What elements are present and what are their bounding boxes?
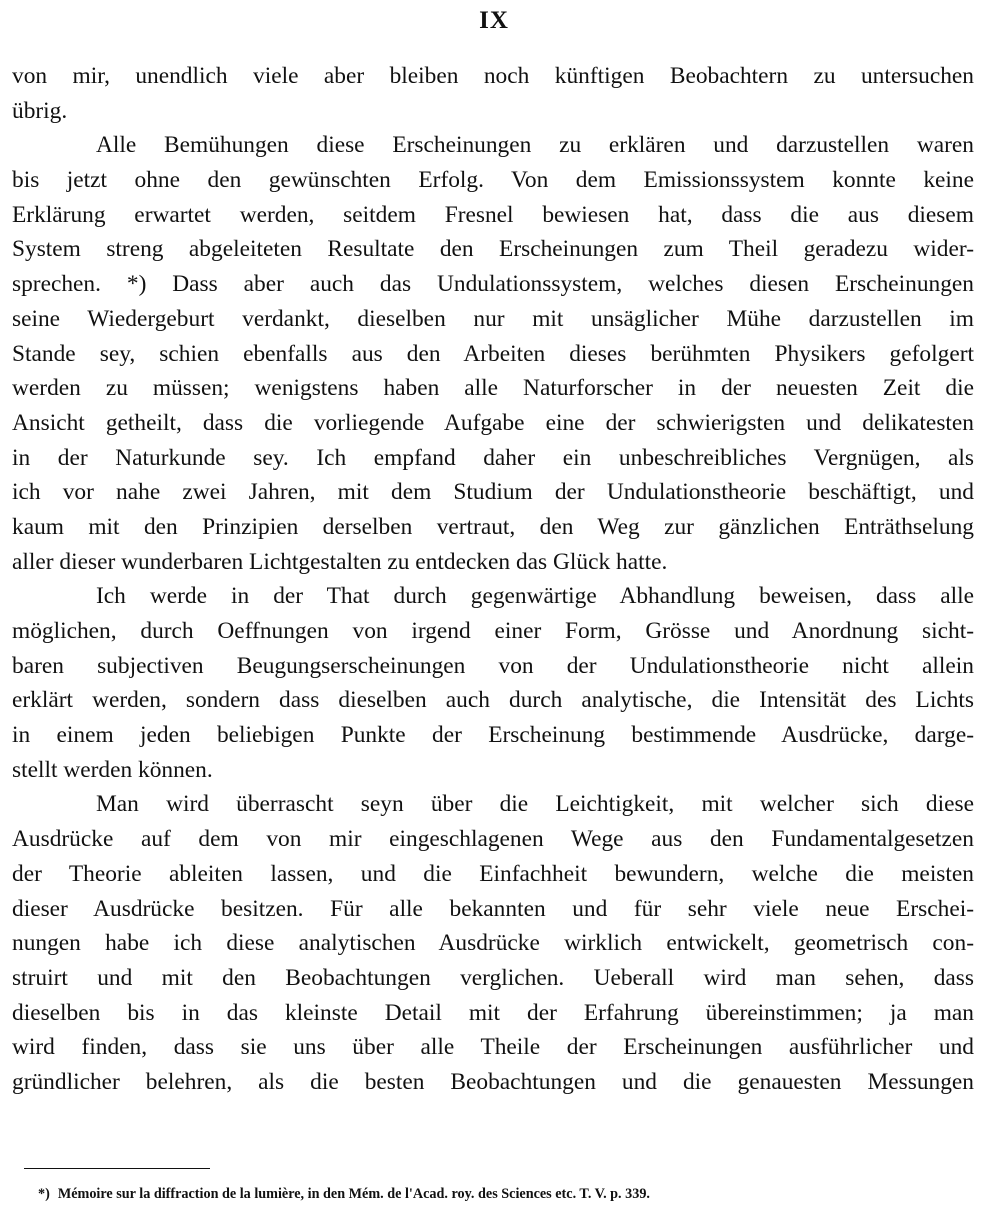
- text-line: wird finden, dass sie uns über alle Theile der Erscheinungen ausführlicher und: [12, 1034, 974, 1061]
- paragraph: [12, 579, 974, 787]
- body-text: [12, 59, 974, 1100]
- text-line: nungen habe ich diese analytischen Ausdrücke wirklich entwickelt, geometrisch con-: [12, 930, 974, 957]
- text-line: der Theorie ableiten lassen, und die Einfachheit bewundern, welche die meisten: [12, 860, 974, 887]
- text-line: gründlicher belehren, als die besten Beobachtungen und die genauesten Messungen: [12, 1068, 974, 1095]
- text-line: ich vor nahe zwei Jahren, mit dem Studium der Undulationstheorie beschäftigt, und: [12, 479, 974, 506]
- text-line: Man wird überrascht seyn über die Leichtigkeit, mit welcher sich diese: [96, 791, 974, 818]
- text-line: Erklärung erwartet werden, seitdem Fresnel bewiesen hat, dass die aus diesem: [12, 201, 974, 228]
- footnote: [38, 1184, 978, 1204]
- text-line: Alle Bemühungen diese Erscheinungen zu erklären und darzustellen waren: [96, 132, 974, 159]
- paragraph: [12, 128, 974, 579]
- text-line: System streng abgeleiteten Resultate den Erscheinungen zum Theil geradezu wider-: [12, 236, 974, 263]
- page-number: IX: [479, 7, 509, 34]
- text-line: baren subjectiven Beugungserscheinungen von der Undulationstheorie nicht allein: [12, 652, 974, 679]
- text-line: struirt und mit den Beobachtungen verglichen. Ueberall wird man sehen, dass: [12, 964, 974, 991]
- text-line: von mir, unendlich viele aber bleiben noch künftigen Beobachtern zu untersuchen: [12, 63, 974, 89]
- text-line: möglichen, durch Oeffnungen von irgend einer Form, Grösse und Anordnung sicht-: [12, 618, 974, 644]
- text-line: Stande sey, schien ebenfalls aus den Arbeiten dieses berühmten Physikers gefolgert: [12, 340, 974, 367]
- text-line: werden zu müssen; wenigstens haben alle Naturforscher in der neuesten Zeit die: [12, 375, 974, 402]
- text-line: sprechen. *) Dass aber auch das Undulationssystem, welches diesen Erscheinungen: [12, 271, 974, 298]
- text-line: dieselben bis in das kleinste Detail mit der Erfahrung übereinstimmen; ja man: [12, 999, 974, 1026]
- footnote-marker: *): [38, 1186, 50, 1202]
- text-line: erklärt werden, sondern dass dieselben auch durch analytische, die Intensität des Lichts: [12, 687, 974, 714]
- footnote-divider: [24, 1168, 210, 1169]
- text-line: stellt werden können.: [12, 756, 213, 783]
- text-line: Ich werde in der That durch gegenwärtige Abhandlung beweisen, dass alle: [96, 583, 974, 610]
- text-line: bis jetzt ohne den gewünschten Erfolg. Von dem Emissionssystem konnte keine: [12, 167, 974, 194]
- text-line: kaum mit den Prinzipien derselben vertraut, den Weg zur gänzlichen Enträthselung: [12, 513, 974, 540]
- text-line: aller dieser wunderbaren Lichtgestalten zu entdecken das Glück hatte.: [12, 548, 668, 575]
- text-line: Ansicht getheilt, dass die vorliegende Aufgabe eine der schwierigsten und delikatesten: [12, 409, 974, 436]
- text-line: seine Wiedergeburt verdankt, dieselben nur mit unsäglicher Mühe darzustellen im: [12, 305, 974, 332]
- text-line: übrig.: [12, 97, 68, 124]
- paragraph: [12, 787, 974, 1099]
- text-line: in einem jeden beliebigen Punkte der Erscheinung bestimmende Ausdrücke, darge-: [12, 722, 974, 749]
- text-line: dieser Ausdrücke besitzen. Für alle bekannten und für sehr viele neue Erschei-: [12, 895, 974, 922]
- text-line: Ausdrücke auf dem von mir eingeschlagenen Wege aus den Fundamentalgesetzen: [12, 826, 974, 853]
- text-line: in der Naturkunde sey. Ich empfand daher ein unbeschreibliches Vergnügen, als: [12, 444, 974, 471]
- footnote-text: Mémoire sur la diffraction de la lumière, in den Mém. de l'Acad. roy. des Sciences etc. T. V. p. 339.: [57, 1186, 650, 1202]
- paragraph: [12, 59, 974, 128]
